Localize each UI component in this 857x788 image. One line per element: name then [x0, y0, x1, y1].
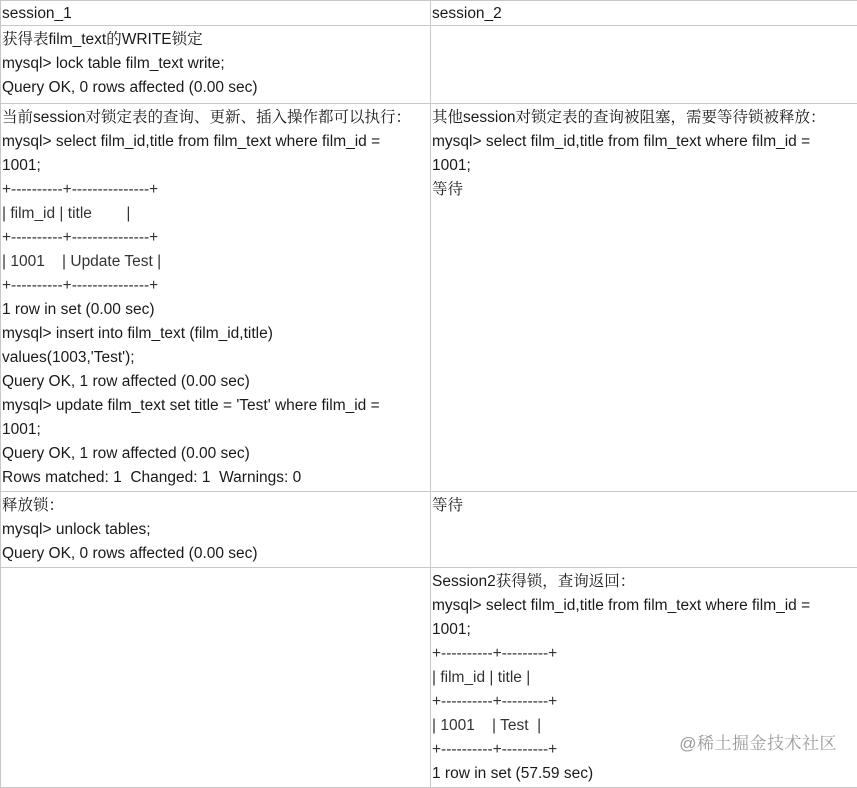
session-1-cell	[1, 26, 431, 104]
cell-line: 当前session对锁定表的查询、更新、插入操作都可以执行：	[2, 106, 429, 130]
cell-line: +----------+---------------+	[2, 178, 429, 202]
cell-line: Rows matched: 1 Changed: 1 Warnings: 0	[2, 466, 429, 490]
table-row	[1, 568, 857, 788]
cell-line: | film_id | title |	[2, 202, 429, 226]
cell-line: 1 row in set (57.59 sec)	[432, 762, 857, 786]
watermark-text: @稀土掘金技术社区	[679, 729, 837, 754]
cell-line: mysql> select film_id,title from film_text where film_id =	[432, 130, 857, 154]
cell-line: mysql> select film_id,title from film_text where film_id =	[2, 130, 429, 154]
session-1-cell	[1, 568, 431, 788]
cell-line: +----------+---------------+	[2, 274, 429, 298]
cell-line: +----------+---------+	[432, 690, 857, 714]
session-2-cell	[431, 26, 857, 104]
session-2-cell	[431, 492, 857, 568]
header-session-2: session_2	[431, 1, 857, 26]
table-row	[1, 104, 857, 492]
cell-line: Query OK, 0 rows affected (0.00 sec)	[2, 76, 429, 100]
cell-line: Query OK, 0 rows affected (0.00 sec)	[2, 542, 429, 566]
cell-line: +----------+---------+	[432, 738, 857, 762]
header-session-1: session_1	[1, 1, 431, 26]
cell-line: 1001;	[432, 154, 857, 178]
cell-line: Query OK, 1 row affected (0.00 sec)	[2, 370, 429, 394]
cell-line: | 1001 | Test |	[432, 714, 857, 738]
cell-line: 1001;	[2, 418, 429, 442]
cell-line: 1 row in set (0.00 sec)	[2, 298, 429, 322]
session-1-cell	[1, 104, 431, 492]
cell-line: 等待	[432, 178, 857, 202]
cell-line: mysql> lock table film_text write;	[2, 52, 429, 76]
cell-line: mysql> insert into film_text (film_id,title)	[2, 322, 429, 346]
table-row	[1, 492, 857, 568]
cell-line: mysql> select film_id,title from film_text where film_id =	[432, 594, 857, 618]
cell-line: mysql> update film_text set title = 'Test' where film_id =	[2, 394, 429, 418]
session-2-cell	[431, 568, 857, 788]
session-1-cell	[1, 492, 431, 568]
cell-line: 1001;	[432, 618, 857, 642]
cell-line: values(1003,'Test');	[2, 346, 429, 370]
cell-line: 其他session对锁定表的查询被阻塞，需要等待锁被释放：	[432, 106, 857, 130]
cell-line: 释放锁：	[2, 494, 429, 518]
cell-line: 等待	[432, 494, 857, 518]
cell-line: 获得表film_text的WRITE锁定	[2, 28, 429, 52]
cell-line: Query OK, 1 row affected (0.00 sec)	[2, 442, 429, 466]
table-header-row	[1, 1, 857, 26]
cell-line: | film_id | title |	[432, 666, 857, 690]
cell-line: +----------+---------+	[432, 642, 857, 666]
cell-line: | 1001 | Update Test |	[2, 250, 429, 274]
table-row	[1, 26, 857, 104]
cell-line: mysql> unlock tables;	[2, 518, 429, 542]
cell-line: Session2获得锁，查询返回：	[432, 570, 857, 594]
cell-line: 1001;	[2, 154, 429, 178]
session-2-cell	[431, 104, 857, 492]
cell-line: +----------+---------------+	[2, 226, 429, 250]
